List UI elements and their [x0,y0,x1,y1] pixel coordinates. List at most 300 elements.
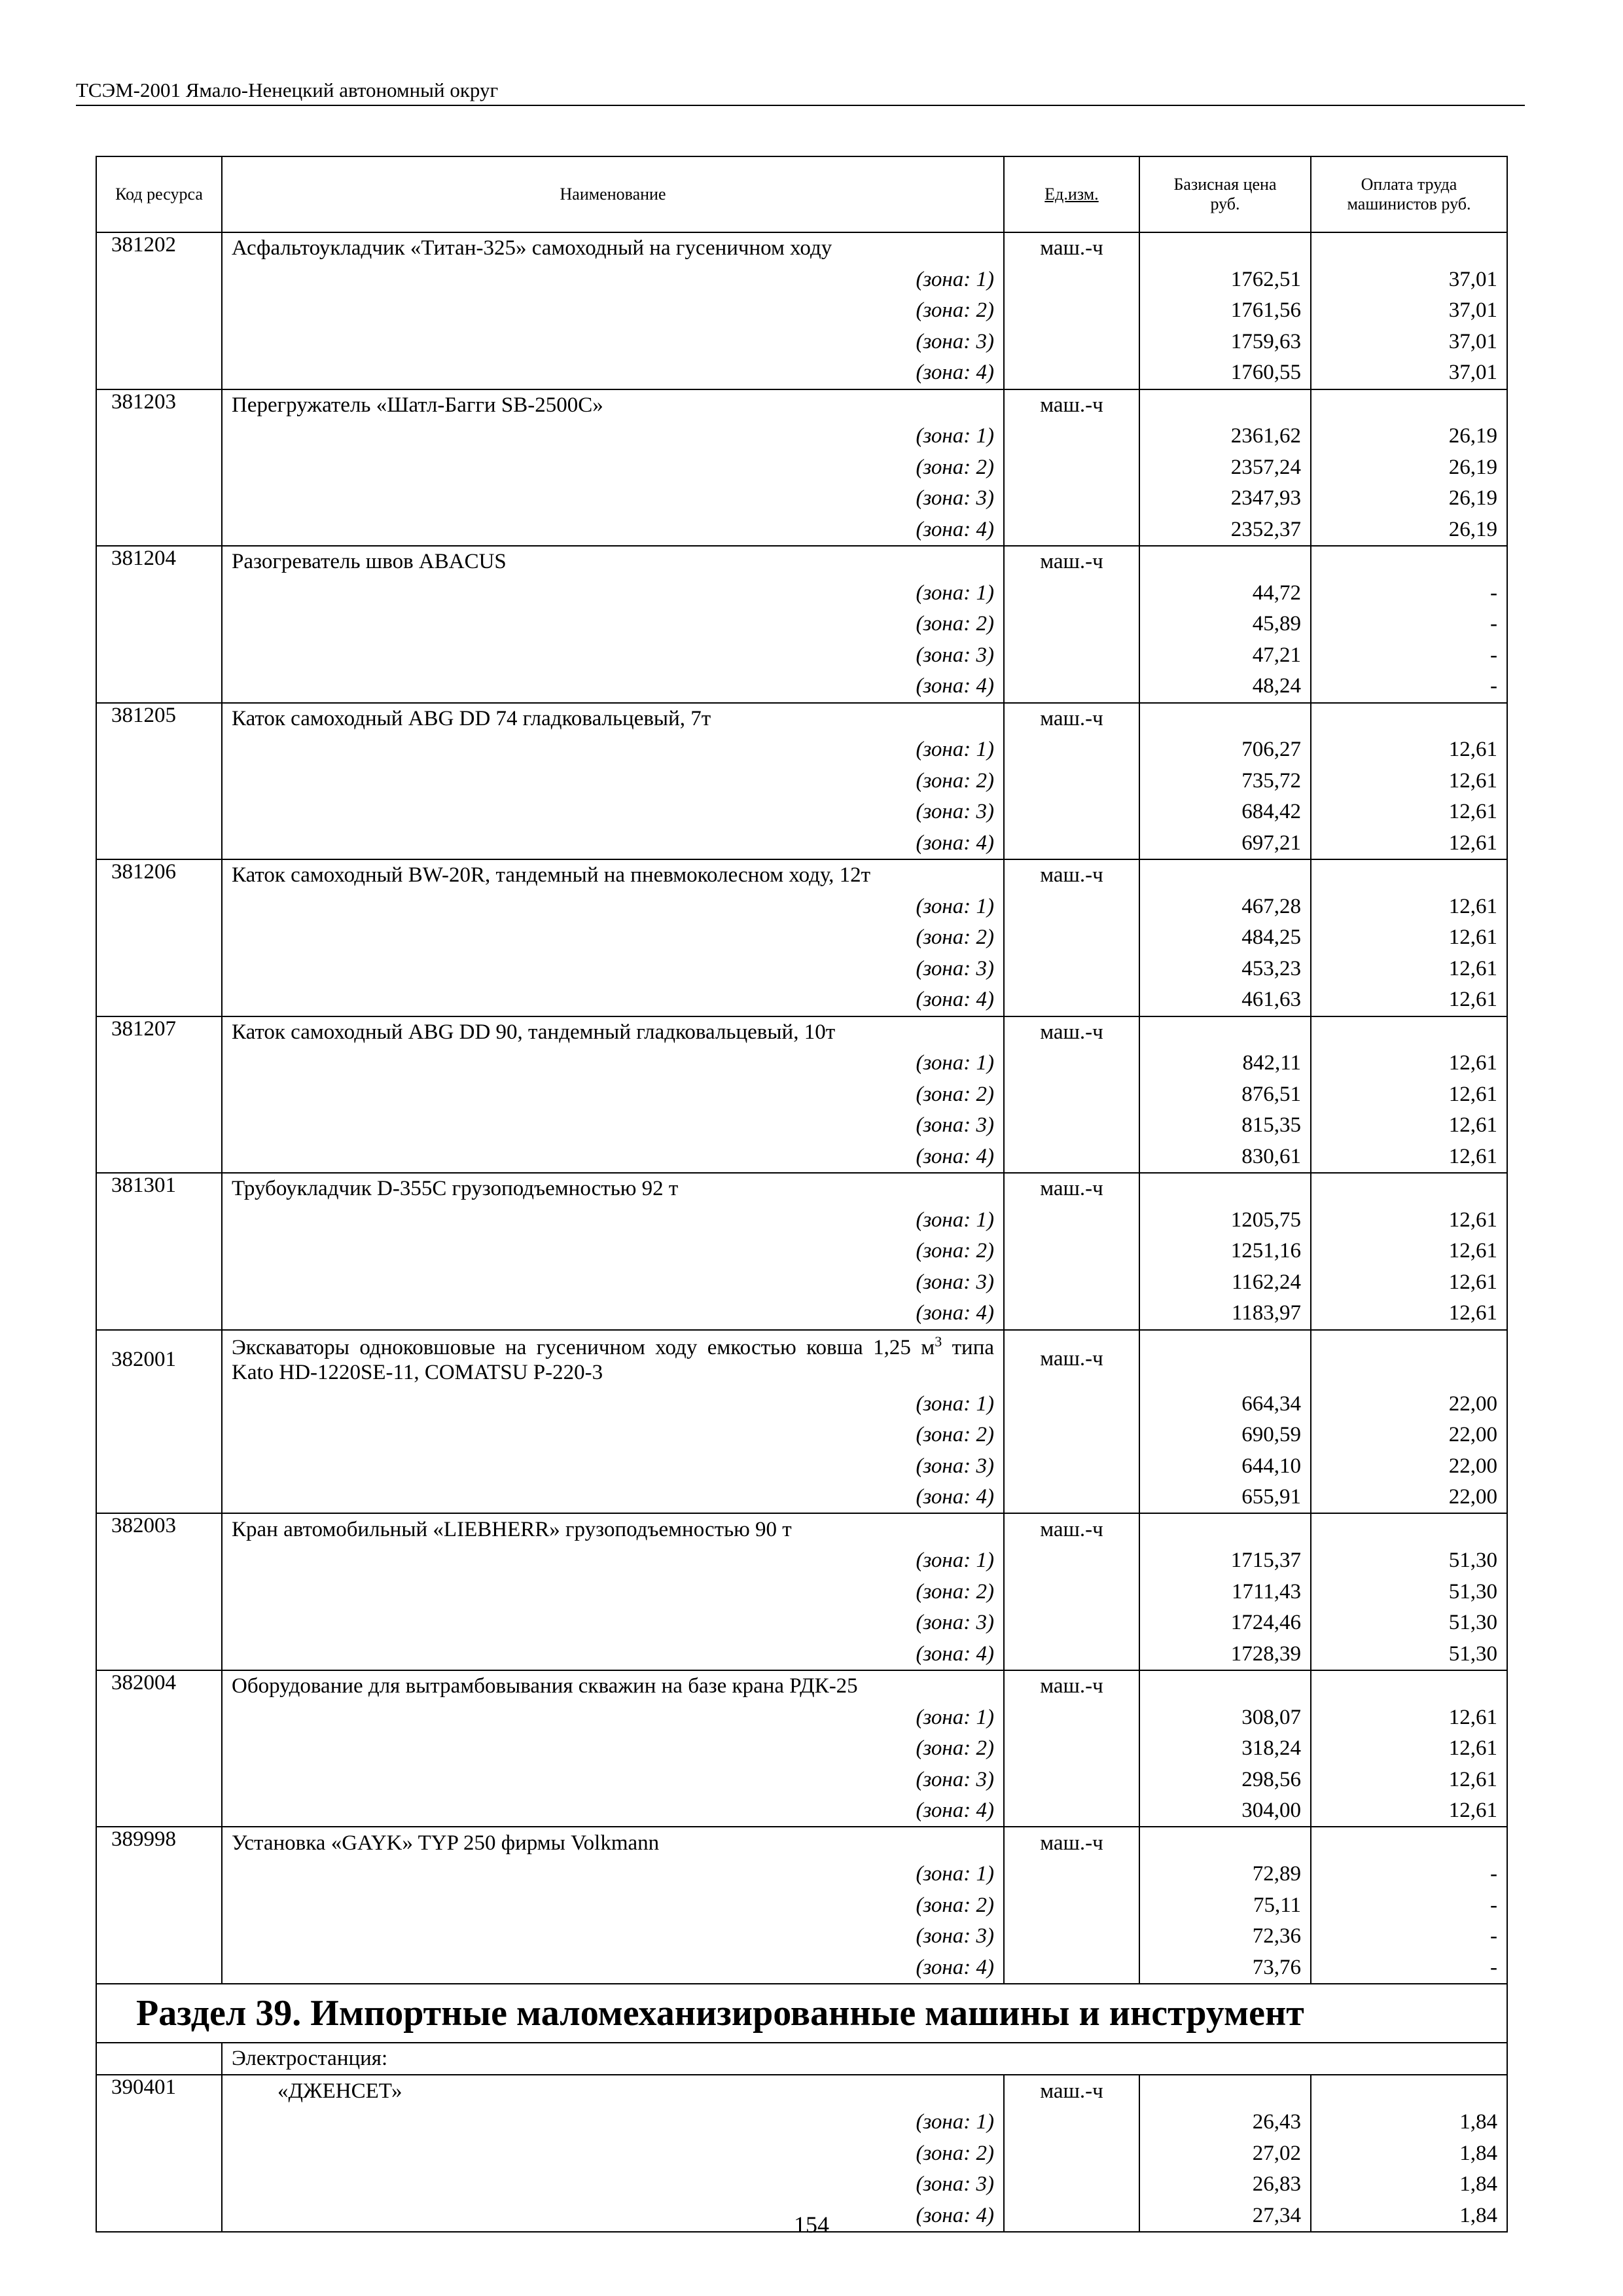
table-row [96,1827,1507,1859]
zone-label: (зона: 4) [222,1952,1004,1984]
zone-row [96,1952,1507,1984]
unit-of-measure [1004,1921,1139,1952]
table-row [96,859,1507,891]
resource-code [96,1607,222,1639]
base-price: 735,72 [1139,766,1311,797]
unit-of-measure [1004,1450,1139,1482]
resource-code [96,1482,222,1514]
table-row [96,546,1507,578]
base-price: 44,72 [1139,578,1311,609]
resource-code [96,2107,222,2138]
unit-of-measure [1004,514,1139,547]
table-header-row [96,156,1507,232]
unit-of-measure: маш.-ч [1004,2075,1139,2107]
resource-code [96,264,222,296]
zone-label: (зона: 2) [222,609,1004,640]
base-price: 1761,56 [1139,295,1311,327]
operator-wage: 26,19 [1311,514,1507,547]
operator-wage: - [1311,609,1507,640]
table-row [96,1173,1507,1205]
zone-row [96,734,1507,766]
base-price: 47,21 [1139,640,1311,672]
unit-of-measure [1004,797,1139,828]
base-price: 484,25 [1139,922,1311,954]
zone-row [96,1545,1507,1577]
resource-code: 381207 [96,1016,222,1049]
zone-label: (зона: 2) [222,1890,1004,1921]
operator-wage [1311,703,1507,735]
zone-label: (зона: 1) [222,1859,1004,1890]
operator-wage [1311,2075,1507,2107]
resource-code [96,1952,222,1984]
resource-code [96,1298,222,1330]
resource-code: 381301 [96,1173,222,1205]
operator-wage: 12,61 [1311,891,1507,923]
unit-of-measure: маш.-ч [1004,232,1139,264]
resource-code [96,2138,222,2169]
resource-code [96,1205,222,1236]
unit-of-measure [1004,452,1139,484]
zone-row [96,1388,1507,1420]
base-price [1139,859,1311,891]
resource-code [96,640,222,672]
resource-code [96,1048,222,1079]
base-price: 1205,75 [1139,1205,1311,1236]
resource-code [96,295,222,327]
unit-of-measure: маш.-ч [1004,1330,1139,1389]
zone-label: (зона: 4) [222,1141,1004,1174]
unit-of-measure [1004,1859,1139,1890]
unit-of-measure [1004,1545,1139,1577]
zone-row [96,514,1507,547]
base-price: 684,42 [1139,797,1311,828]
operator-wage [1311,1173,1507,1205]
resource-code [96,1890,222,1921]
zone-label: (зона: 4) [222,1298,1004,1330]
unit-of-measure [1004,1576,1139,1607]
base-price: 1760,55 [1139,357,1311,389]
base-price [1139,546,1311,578]
table-row [96,1670,1507,1702]
unit-of-measure [1004,1110,1139,1141]
zone-row [96,640,1507,672]
operator-wage [1311,1330,1507,1389]
resource-code [96,1764,222,1795]
resource-code: 381204 [96,546,222,578]
unit-of-measure: маш.-ч [1004,1827,1139,1859]
zone-row [96,671,1507,703]
base-price: 318,24 [1139,1733,1311,1765]
zone-label: (зона: 1) [222,1048,1004,1079]
table-body [96,232,1507,2232]
unit-of-measure [1004,357,1139,389]
zone-row [96,1482,1507,1514]
base-price [1139,1513,1311,1545]
unit-of-measure [1004,1702,1139,1733]
operator-wage: - [1311,640,1507,672]
zone-row [96,1267,1507,1299]
zone-label: (зона: 2) [222,1420,1004,1451]
base-price [1139,1330,1311,1389]
operator-wage: - [1311,1921,1507,1952]
resource-name: «ДЖЕНСЕТ» [222,2075,1004,2107]
table-row [96,1330,1507,1389]
base-price: 26,83 [1139,2169,1311,2200]
resource-code [96,578,222,609]
resource-code [96,609,222,640]
zone-label: (зона: 4) [222,2200,1004,2232]
resource-code [96,1267,222,1299]
zone-row [96,1859,1507,1890]
operator-wage: - [1311,671,1507,703]
base-price: 655,91 [1139,1482,1311,1514]
resource-code [96,891,222,923]
zone-label: (зона: 1) [222,1388,1004,1420]
unit-of-measure [1004,954,1139,985]
resource-code [96,954,222,985]
unit-of-measure: маш.-ч [1004,546,1139,578]
operator-wage: 12,61 [1311,984,1507,1016]
resource-code [96,2169,222,2200]
col-header-name: Наименование [222,156,1004,232]
operator-wage: 51,30 [1311,1638,1507,1670]
zone-row [96,1236,1507,1267]
base-price: 72,89 [1139,1859,1311,1890]
zone-label: (зона: 2) [222,922,1004,954]
base-price: 1711,43 [1139,1576,1311,1607]
zone-row [96,1890,1507,1921]
resource-code [96,1110,222,1141]
resource-code: 382004 [96,1670,222,1702]
unit-of-measure: маш.-ч [1004,1513,1139,1545]
resource-code [96,452,222,484]
page-number: 154 [794,2212,829,2238]
base-price: 1162,24 [1139,1267,1311,1299]
zone-label: (зона: 3) [222,797,1004,828]
unit-of-measure [1004,1267,1139,1299]
resource-code [96,797,222,828]
zone-row [96,1921,1507,1952]
base-price: 664,34 [1139,1388,1311,1420]
operator-wage: 12,61 [1311,797,1507,828]
zone-row [96,1702,1507,1733]
resource-code [96,1141,222,1174]
operator-wage [1311,1670,1507,1702]
operator-wage: 22,00 [1311,1450,1507,1482]
operator-wage: 12,61 [1311,766,1507,797]
resource-code: 389998 [96,1827,222,1859]
unit-of-measure: маш.-ч [1004,1173,1139,1205]
zone-row [96,327,1507,358]
operator-wage [1311,859,1507,891]
operator-wage: 51,30 [1311,1545,1507,1577]
zone-label: (зона: 3) [222,1450,1004,1482]
resource-code [96,671,222,703]
operator-wage [1311,1513,1507,1545]
unit-of-measure [1004,1795,1139,1827]
subheading: Электростанция: [222,2043,1507,2075]
operator-wage [1311,389,1507,422]
resource-code: 381206 [96,859,222,891]
base-price [1139,1827,1311,1859]
operator-wage: 37,01 [1311,357,1507,389]
zone-row [96,1110,1507,1141]
resource-code [96,1733,222,1765]
unit-of-measure [1004,2169,1139,2200]
base-price: 842,11 [1139,1048,1311,1079]
base-price: 27,34 [1139,2200,1311,2232]
zone-row [96,828,1507,860]
resource-code [96,514,222,547]
operator-wage [1311,232,1507,264]
unit-of-measure: маш.-ч [1004,389,1139,422]
base-price: 298,56 [1139,1764,1311,1795]
base-price: 1762,51 [1139,264,1311,296]
resource-code [96,1079,222,1111]
resource-code [96,1450,222,1482]
unit-of-measure [1004,891,1139,923]
unit-of-measure [1004,1141,1139,1174]
resource-code: 390401 [96,2075,222,2107]
base-price [1139,1670,1311,1702]
operator-wage: 37,01 [1311,264,1507,296]
zone-label: (зона: 4) [222,671,1004,703]
base-price [1139,1173,1311,1205]
operator-wage: 12,61 [1311,1141,1507,1174]
col-header-unit: Ед.изм. [1004,156,1139,232]
zone-label: (зона: 2) [222,1079,1004,1111]
base-price: 644,10 [1139,1450,1311,1482]
unit-of-measure [1004,1420,1139,1451]
unit-of-measure [1004,766,1139,797]
operator-wage: 1,84 [1311,2107,1507,2138]
zone-label: (зона: 1) [222,734,1004,766]
section-title: Раздел 39. Импортные маломеханизированные машины и инструмент [96,1984,1507,2043]
table-row [96,703,1507,735]
resource-code [96,766,222,797]
zone-label: (зона: 3) [222,483,1004,514]
zone-label: (зона: 3) [222,327,1004,358]
table-row [96,1513,1507,1545]
section-heading-row [96,1984,1507,2043]
zone-label: (зона: 3) [222,1607,1004,1639]
zone-row [96,357,1507,389]
zone-label: (зона: 1) [222,2107,1004,2138]
zone-label: (зона: 4) [222,1795,1004,1827]
operator-wage: 12,61 [1311,1236,1507,1267]
unit-of-measure [1004,1205,1139,1236]
zone-row [96,891,1507,923]
resource-code [96,1388,222,1420]
unit-of-measure: маш.-ч [1004,859,1139,891]
base-price: 876,51 [1139,1079,1311,1111]
unit-of-measure [1004,1048,1139,1079]
operator-wage [1311,1016,1507,1049]
resource-name-part: типа Kato HD-1220SE-11, COMATSU P-220-3 [232,1335,995,1385]
zone-row [96,2138,1507,2169]
zone-row [96,1450,1507,1482]
rates-table-wrapper [96,156,1507,2233]
operator-wage: - [1311,1890,1507,1921]
base-price: 308,07 [1139,1702,1311,1733]
base-price: 27,02 [1139,2138,1311,2169]
zone-label: (зона: 3) [222,640,1004,672]
base-price: 1715,37 [1139,1545,1311,1577]
operator-wage: - [1311,578,1507,609]
base-price: 467,28 [1139,891,1311,923]
base-price: 461,63 [1139,984,1311,1016]
resource-code: 382003 [96,1513,222,1545]
operator-wage: - [1311,1859,1507,1890]
base-price: 1183,97 [1139,1298,1311,1330]
zone-row [96,1733,1507,1765]
operator-wage: 12,61 [1311,1733,1507,1765]
resource-name: Перегружатель «Шатл-Багги SB-2500C» [222,389,1004,422]
zone-row [96,295,1507,327]
zone-label: (зона: 3) [222,2169,1004,2200]
operator-wage: 26,19 [1311,452,1507,484]
zone-row [96,421,1507,452]
base-price: 48,24 [1139,671,1311,703]
zone-row [96,2169,1507,2200]
running-header [76,73,1525,106]
unit-of-measure [1004,1638,1139,1670]
unit-superscript: 3 [935,1333,942,1350]
zone-label: (зона: 4) [222,828,1004,860]
base-price: 26,43 [1139,2107,1311,2138]
zone-label: (зона: 3) [222,1921,1004,1952]
resource-code: 381202 [96,232,222,264]
resource-name: Разогреватель швов ABACUS [222,546,1004,578]
resource-code [96,327,222,358]
operator-wage: 1,84 [1311,2200,1507,2232]
unit-of-measure [1004,671,1139,703]
base-price: 453,23 [1139,954,1311,985]
operator-wage: 12,61 [1311,1048,1507,1079]
zone-row [96,452,1507,484]
table-row [96,1016,1507,1049]
resource-name: Каток самоходный ABG DD 74 гладковальцевый, 7т [222,703,1004,735]
base-price: 304,00 [1139,1795,1311,1827]
base-price [1139,2075,1311,2107]
resource-code [96,1921,222,1952]
unit-of-measure [1004,295,1139,327]
unit-of-measure [1004,1079,1139,1111]
zone-label: (зона: 2) [222,2138,1004,2169]
zone-row [96,1079,1507,1111]
resource-name: Асфальтоукладчик «Титан-325» самоходный на гусеничном ходу [222,232,1004,264]
operator-wage: 12,61 [1311,1795,1507,1827]
unit-of-measure [1004,327,1139,358]
operator-wage: 37,01 [1311,327,1507,358]
zone-label: (зона: 2) [222,295,1004,327]
resource-code [96,421,222,452]
operator-wage [1311,1827,1507,1859]
unit-of-measure: маш.-ч [1004,1670,1139,1702]
operator-wage: 12,61 [1311,1267,1507,1299]
operator-wage [1311,546,1507,578]
unit-of-measure [1004,578,1139,609]
zone-row [96,1764,1507,1795]
unit-of-measure [1004,640,1139,672]
resource-code [96,734,222,766]
zone-row [96,1607,1507,1639]
zone-label: (зона: 4) [222,984,1004,1016]
zone-row [96,984,1507,1016]
zone-label: (зона: 3) [222,1764,1004,1795]
zone-row [96,1576,1507,1607]
base-price: 1759,63 [1139,327,1311,358]
resource-name: Трубоукладчик D-355C грузоподъемностью 92 т [222,1173,1004,1205]
resource-code [96,1859,222,1890]
zone-row [96,1420,1507,1451]
operator-wage: 12,61 [1311,734,1507,766]
base-price: 690,59 [1139,1420,1311,1451]
zone-label: (зона: 1) [222,891,1004,923]
base-price: 2352,37 [1139,514,1311,547]
zone-row [96,1141,1507,1174]
operator-wage: 12,61 [1311,1764,1507,1795]
resource-code: 382001 [96,1330,222,1389]
zone-row [96,954,1507,985]
unit-of-measure [1004,828,1139,860]
base-price: 1724,46 [1139,1607,1311,1639]
zone-label: (зона: 2) [222,452,1004,484]
resource-code: 381203 [96,389,222,422]
resource-name: Установка «GAYK» TYP 250 фирмы Volkmann [222,1827,1004,1859]
operator-wage: 12,61 [1311,1079,1507,1111]
unit-of-measure [1004,734,1139,766]
zone-row [96,1048,1507,1079]
unit-of-measure [1004,2107,1139,2138]
zone-label: (зона: 1) [222,578,1004,609]
base-price: 706,27 [1139,734,1311,766]
zone-label: (зона: 4) [222,1638,1004,1670]
resource-code [96,1576,222,1607]
base-price: 72,36 [1139,1921,1311,1952]
zone-row [96,1638,1507,1670]
zone-row [96,1298,1507,1330]
zone-row [96,2107,1507,2138]
base-price: 830,61 [1139,1141,1311,1174]
resource-code [96,1236,222,1267]
unit-of-measure [1004,922,1139,954]
operator-wage: - [1311,1952,1507,1984]
resource-code [96,1638,222,1670]
unit-of-measure [1004,1482,1139,1514]
zone-label: (зона: 1) [222,421,1004,452]
unit-of-measure [1004,421,1139,452]
base-price [1139,703,1311,735]
base-price: 815,35 [1139,1110,1311,1141]
resource-name: Каток самоходный ABG DD 90, тандемный гладковальцевый, 10т [222,1016,1004,1049]
operator-wage: 26,19 [1311,421,1507,452]
unit-of-measure [1004,1764,1139,1795]
zone-label: (зона: 1) [222,264,1004,296]
header-title: ТСЭМ-2001 Ямало-Ненецкий автономный округ [76,79,499,101]
resource-code [96,922,222,954]
operator-wage: 51,30 [1311,1576,1507,1607]
base-price [1139,232,1311,264]
base-price: 75,11 [1139,1890,1311,1921]
zone-row [96,264,1507,296]
zone-label: (зона: 3) [222,1267,1004,1299]
unit-of-measure [1004,609,1139,640]
unit-of-measure [1004,483,1139,514]
base-price: 2357,24 [1139,452,1311,484]
zone-label: (зона: 4) [222,357,1004,389]
unit-of-measure [1004,1952,1139,1984]
